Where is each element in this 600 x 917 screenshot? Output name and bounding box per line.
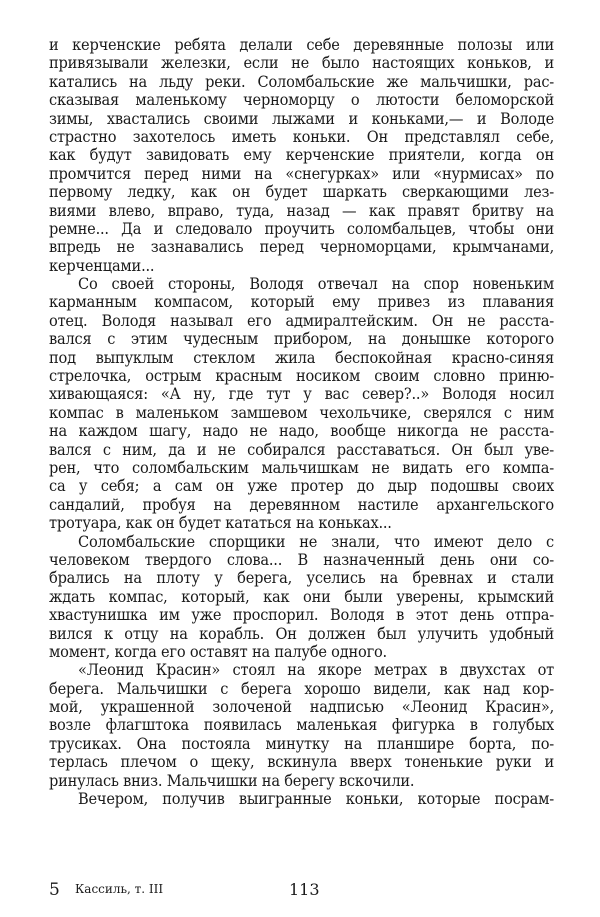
- text-line: Со своей стороны, Володя отвечал на спор новеньким: [78, 274, 554, 294]
- text-line: катались на льду реки. Соломбальские же мальчишки, рас-: [49, 71, 554, 91]
- text-line: «Леонид Красин» стоял на якоре метрах в двухстах от: [78, 660, 554, 680]
- text-line: вался с этим чудесным прибором, на донышке которого: [49, 329, 554, 349]
- text-line: керченцами...: [49, 255, 155, 275]
- text-line: зимы, хвастались своими лыжами и коньками,— и Володе: [49, 108, 554, 128]
- text-line: тротуара, как он будет кататься на коньках...: [49, 513, 392, 533]
- text-line: сандалий, пробуя на деревянном настиле архангельского: [49, 494, 554, 514]
- text-line: впредь не зазнавались перед черноморцами, крымчанами,: [49, 237, 554, 257]
- text-line: привязывали железки, если не было настоящих коньков, и: [49, 53, 554, 73]
- page-body-text: [49, 36, 554, 808]
- text-line: карманным компасом, который ему привез из плавания: [49, 292, 554, 312]
- text-line: ждать компас, который, как они были уверены, крымский: [49, 586, 554, 606]
- short-title: Кассиль, т. III: [75, 882, 164, 896]
- paragraph: [49, 790, 554, 808]
- text-line: компас в маленьком замшевом чехольчике, сверялся с ним: [49, 402, 554, 422]
- text-line: Соломбальские спорщики не знали, что имеют дело с: [78, 531, 554, 551]
- paragraph: [49, 275, 554, 532]
- text-line: терлась плечом о щеку, вскинула вверх тоненькие руки и: [49, 752, 554, 772]
- text-line: берега. Мальчишки с берега хорошо видели, как над кор-: [49, 678, 554, 698]
- paragraph: [49, 533, 554, 662]
- text-line: на каждом шагу, надо не надо, вообще никогда не расста-: [49, 421, 554, 441]
- text-line: как будут завидовать ему керченские приятели, когда он: [49, 145, 554, 165]
- text-line: момент, когда его оставят на палубе одного.: [49, 641, 387, 661]
- text-line: страстно захотелось иметь коньки. Он представлял себе,: [49, 126, 554, 146]
- text-line: ринулась вниз. Мальчишки на берегу вскочили.: [49, 770, 415, 790]
- text-line: хивающаяся: «А ну, где тут у вас север?..» Володя носил: [49, 384, 554, 404]
- text-line: возле флагштока появилась маленькая фигурка в голубых: [49, 715, 554, 735]
- text-line: первому ледку, как он будет шаркать сверкающими лез-: [49, 182, 554, 202]
- signature-mark: 5: [49, 880, 60, 900]
- paragraph: [49, 661, 554, 790]
- text-line: брались на плоту у берега, уселись на бревнах и стали: [49, 568, 554, 588]
- text-line: промчится перед ними на «снегурках» или «нурмисах» по: [49, 163, 554, 183]
- text-line: ремне... Да и следовало проучить соломбальцев, чтобы они: [49, 218, 554, 238]
- text-line: стрелочка, острым красным носиком своим словно приню-: [49, 366, 554, 386]
- text-line: и керченские ребята делали себе деревянные полозы или: [49, 35, 554, 54]
- text-line: Вечером, получив выигранные коньки, которые посрам-: [78, 789, 554, 809]
- text-line: человеком твердого слова... В назначенный день они со-: [49, 549, 554, 569]
- page-footer: [49, 880, 554, 902]
- text-line: вился к отцу на корабль. Он должен был улучить удобный: [49, 623, 554, 643]
- page-number: 113: [289, 880, 320, 899]
- text-line: са у себя; а сам он уже протер до дыр подошвы своих: [49, 476, 554, 496]
- text-line: трусиках. Она постояла минутку на планшире борта, по-: [49, 733, 554, 753]
- paragraph: [49, 36, 554, 275]
- text-line: вался с ним, да и не собирался расставаться. Он был уве-: [49, 439, 554, 459]
- text-line: под выпуклым стеклом жила беспокойная красно-синяя: [49, 347, 554, 367]
- text-line: хвастунишка им уже проспорил. Володя в этот день отпра-: [49, 605, 554, 625]
- text-line: мой, украшенной золоченой надписью «Леонид Красин»,: [49, 697, 554, 717]
- text-line: отец. Володя называл его адмиралтейским. Он не расста-: [49, 310, 554, 330]
- text-line: виями влево, вправо, туда, назад — как правят бритву на: [49, 200, 554, 220]
- text-line: рен, что соломбальским мальчишкам не видать его компа-: [49, 457, 554, 477]
- text-line: сказывая маленькому черноморцу о лютости беломорской: [49, 90, 554, 110]
